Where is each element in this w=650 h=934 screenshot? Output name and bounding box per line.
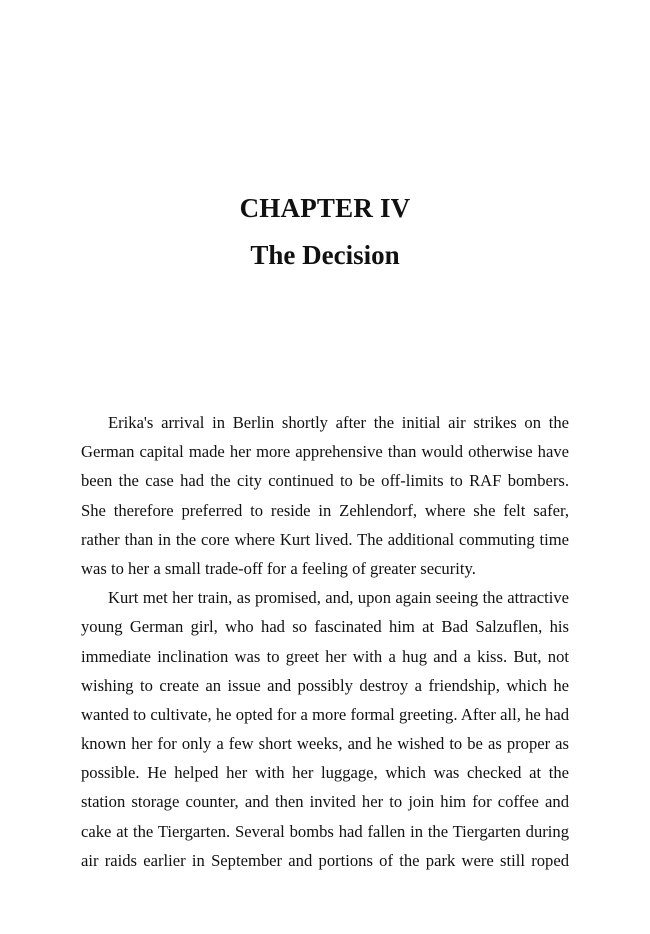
paragraph-line: possible. He helped her with her luggage, which was checked at the — [81, 763, 569, 783]
paragraph-line: She therefore preferred to reside in Zehlendorf, where she felt safer, — [81, 500, 569, 520]
paragraph-line: cake at the Tiergarten. Several bombs had fallen in the Tiergarten during — [81, 821, 569, 841]
paragraph-line: Kurt met her train, as promised, and, upon again seeing the attractive — [108, 588, 569, 608]
paragraph-line: young German girl, who had so fascinated him at Bad Salzuflen, his — [81, 617, 569, 637]
paragraph-line: rather than in the core where Kurt lived. The additional commuting time — [81, 529, 569, 549]
paragraph-line: immediate inclination was to greet her with a hug and a kiss. But, not — [81, 646, 569, 666]
chapter-body — [81, 408, 569, 875]
paragraph-line: wishing to create an issue and possibly destroy a friendship, which he — [81, 675, 569, 695]
chapter-title: The Decision — [250, 240, 400, 270]
paragraph-line: station storage counter, and then invited her to join him for coffee and — [81, 792, 569, 812]
chapter-number: CHAPTER IV — [239, 193, 411, 223]
paragraph-line: wanted to cultivate, he opted for a more formal greeting. After all, he had — [81, 704, 569, 724]
paragraph-line: been the case had the city continued to be off-limits to RAF bombers. — [81, 471, 569, 491]
paragraph-line: air raids earlier in September and portions of the park were still roped — [81, 850, 569, 870]
paragraph-line: Erika's arrival in Berlin shortly after the initial air strikes on the — [108, 413, 569, 432]
paragraph-line: German capital made her more apprehensive than would otherwise have — [81, 442, 569, 462]
paragraph-line: was to her a small trade-off for a feeling of greater security. — [81, 558, 476, 578]
paragraph-line: known her for only a few short weeks, and he wished to be as proper as — [81, 734, 569, 754]
